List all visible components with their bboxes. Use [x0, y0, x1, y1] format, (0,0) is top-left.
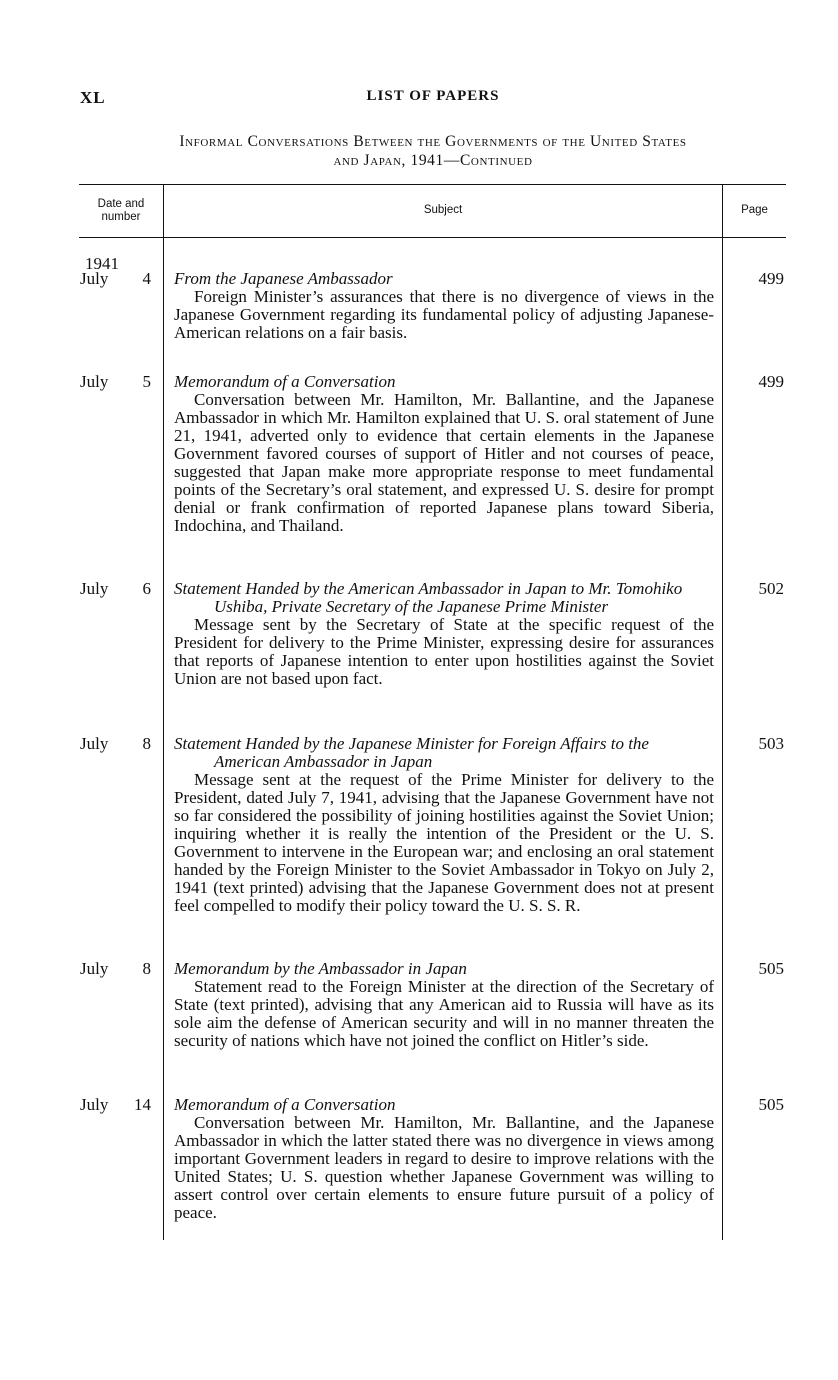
- entry-title: Memorandum of a Conversation: [174, 1095, 396, 1114]
- entry-subject: [174, 735, 714, 915]
- entry-description: Conversation between Mr. Hamilton, Mr. Ballantine, and the Japanese Ambassador in which the latter stated there was no divergence in views among important Government leaders in regard to desire to improve relations with the United States; U. S. question whether Japanese Government was willing to assert control over certain elements to ensure future pursuit of a policy of peace.: [174, 1113, 714, 1222]
- entry-month: July: [80, 734, 109, 753]
- column-divider-page: [722, 184, 723, 1240]
- table-header-rule: [79, 237, 786, 238]
- entry-subject: [174, 960, 714, 1050]
- entry-title: Memorandum of a Conversation: [174, 372, 396, 391]
- header-page: Page: [741, 204, 768, 216]
- entry-day: 4: [142, 269, 151, 288]
- entry-day: 5: [142, 372, 151, 391]
- section-title: [78, 132, 788, 170]
- papers-table: [79, 184, 786, 1240]
- running-title: LIST OF PAPERS: [366, 88, 500, 104]
- header-date-number: Date and number: [97, 197, 145, 223]
- entry-day: 6: [142, 579, 151, 598]
- entry-page: 499: [758, 372, 784, 391]
- entry-page: 505: [758, 1095, 784, 1114]
- entry-day: 8: [142, 734, 151, 753]
- entry-subject: [174, 270, 714, 342]
- entry-description: Foreign Minister’s assurances that there is no divergence of views in the Japanese Government regarding its fundamental policy of adjusting Japanese-American relations on a fair basis.: [174, 287, 714, 342]
- year-label: 1941: [85, 254, 119, 273]
- entry-title: From the Japanese Ambassador: [174, 269, 393, 288]
- running-head: [80, 88, 786, 112]
- section-title-line-2: and Japan, 1941—Continued: [333, 152, 533, 169]
- entry-day: 8: [142, 959, 151, 978]
- entry-day: 14: [134, 1095, 151, 1114]
- entry-month: July: [80, 1095, 109, 1114]
- entry-page: 502: [758, 579, 784, 598]
- entry-description: Conversation between Mr. Hamilton, Mr. Ballantine, and the Japanese Ambassador in which Mr. Hamilton explained that U. S. oral statement of June 21, 1941, adverted only to evidence that certain elements in the Japanese Government favored courses of support of Hitler and not courses of peace, suggested that Japan make more appropriate response to meet fundamental points of the Secretary’s oral statement, and expressed U. S. desire for prompt denial or frank confirmation of reported Japanese plans toward Siberia, Indochina, and Thailand.: [174, 390, 714, 535]
- entry-description: Message sent by the Secretary of State at the specific request of the President for delivery to the Prime Minister, expressing desire for assurances that reports of Japanese intention to enter upon hostilities against the Soviet Union are not based upon fact.: [174, 615, 714, 688]
- entry-page: 499: [758, 269, 784, 288]
- entry-subject: [174, 373, 714, 535]
- entry-month: July: [80, 269, 109, 288]
- column-divider-date: [163, 184, 164, 1240]
- entry-title: Statement Handed by the Japanese Minister for Foreign Affairs to the American Ambassador in Japan: [174, 734, 649, 771]
- entry-page: 503: [758, 734, 784, 753]
- section-title-line-1: Informal Conversations Between the Governments of the United States: [179, 133, 687, 150]
- entry-description: Message sent at the request of the Prime Minister for delivery to the President, dated July 7, 1941, advising that the Japanese Government have not so far considered the possibility of joining hostilities against the Soviet Union; inquiring whether it is really the intention of the President or the U. S. Government to intervene in the European war; and enclosing an oral statement handed by the Foreign Minister to the Soviet Ambassador in Tokyo on July 2, 1941 (text printed) advising that the Japanese Government does not at present feel compelled to modify their policy toward the U. S. S. R.: [174, 770, 714, 915]
- header-subject: Subject: [423, 204, 463, 216]
- entry-month: July: [80, 372, 109, 391]
- entry-month: July: [80, 959, 109, 978]
- entry-subject: [174, 1096, 714, 1222]
- entry-page: 505: [758, 959, 784, 978]
- page-folio: XL: [80, 88, 106, 107]
- entry-subject: [174, 580, 714, 688]
- entry-title: Statement Handed by the American Ambassador in Japan to Mr. Tomohiko Ushiba, Private Secretary of the Japanese Prime Minister: [174, 579, 683, 616]
- entry-description: Statement read to the Foreign Minister at the direction of the Secretary of State (text printed), advising that any American aid to Russia will have as its sole aim the defense of American security and will in no manner threaten the security of nations which have not joined the conflict on Hitler’s side.: [174, 977, 714, 1050]
- entry-month: July: [80, 579, 109, 598]
- entry-title: Memorandum by the Ambassador in Japan: [174, 959, 467, 978]
